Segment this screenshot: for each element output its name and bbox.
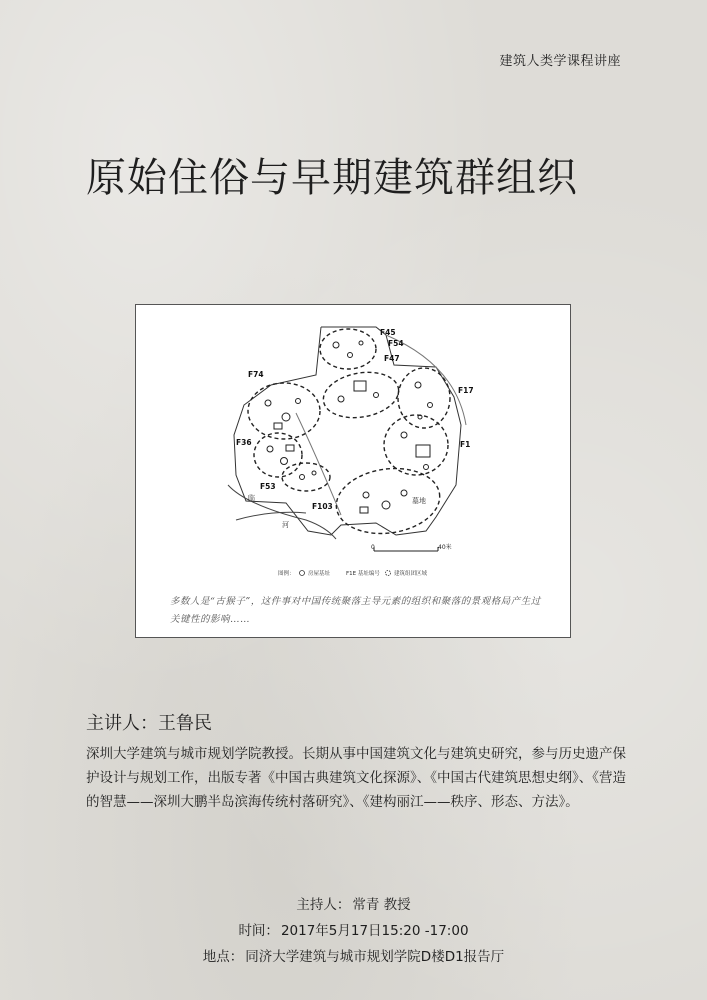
plot-label-f1: F1 xyxy=(460,440,471,449)
legend-plot-number: F1E 基址编号 xyxy=(346,571,380,577)
legend-house: 房屋基址 xyxy=(308,571,331,577)
host-value: 常青 教授 xyxy=(352,897,411,913)
cluster-f53 xyxy=(282,463,330,491)
place-label: 地点： xyxy=(202,949,244,965)
time-value: 2017年5月17日15:20 -17:00 xyxy=(280,923,469,939)
host-label: 主持人： xyxy=(296,897,351,913)
plot-label-f45: F45 xyxy=(380,328,396,337)
cluster-f74 xyxy=(248,383,320,439)
host-line xyxy=(0,893,707,913)
poster-title: 原始住俗与早期建筑群组织 xyxy=(86,155,578,201)
place-line xyxy=(0,945,707,965)
plot-label-f17: F17 xyxy=(458,386,474,395)
speaker-name: 王鲁民 xyxy=(158,713,212,734)
scale-start: 0 xyxy=(371,544,375,551)
legend-cluster: 建筑组团区域 xyxy=(394,571,428,577)
plot-label-f54: F54 xyxy=(388,339,404,348)
legend-house-icon xyxy=(300,571,305,576)
cluster-f45 xyxy=(320,329,376,369)
settlement-boundary xyxy=(234,327,461,535)
legend-title: 图例： xyxy=(278,571,295,577)
plot-label-f103: F103 xyxy=(312,502,333,511)
figure-caption: 多数人是“古猴子”，这件事对中国传统聚落主导元素的组织和聚落的景观格局产生过关键性的影响…… xyxy=(170,596,541,625)
river-line-2 xyxy=(236,512,306,520)
cluster-f47 xyxy=(320,367,402,424)
plot-label-f47: F47 xyxy=(384,354,400,363)
time-label: 时间： xyxy=(238,923,279,939)
place-value: 同济大学建筑与城市规划学院D楼D1报告厅 xyxy=(245,949,505,965)
settlement-plan-figure xyxy=(135,304,571,638)
plot-label-f36: F36 xyxy=(236,438,252,447)
settlement-plan-drawing xyxy=(136,305,572,639)
plot-label-f74: F74 xyxy=(248,370,264,379)
place-label-mudi: 墓地 xyxy=(412,497,426,505)
place-label-lin: 临 xyxy=(248,494,255,502)
scale-end: 40米 xyxy=(438,544,452,551)
place-label-he: 河 xyxy=(282,521,289,529)
speaker-label: 主讲人： xyxy=(86,713,158,734)
path-line xyxy=(296,413,341,515)
cluster-f36 xyxy=(254,433,302,477)
speaker-bio: 深圳大学建筑与城市规划学院教授。长期从事中国建筑文化与建筑史研究，参与历史遗产保护设计与规划工作，出版专著《中国古典建筑文化探源》、《中国古代建筑思想史纲》、《营造的智慧——深圳大鹏半岛滨海传统村落研究》、《建构丽江——秩序、形态、方法》。 xyxy=(86,746,626,810)
plot-label-f53: F53 xyxy=(260,482,276,491)
lecture-series-label: 建筑人类学课程讲座 xyxy=(499,54,621,69)
road-line xyxy=(386,335,466,425)
speaker-line xyxy=(86,709,212,735)
legend-cluster-icon xyxy=(386,571,391,576)
time-line xyxy=(0,919,707,939)
